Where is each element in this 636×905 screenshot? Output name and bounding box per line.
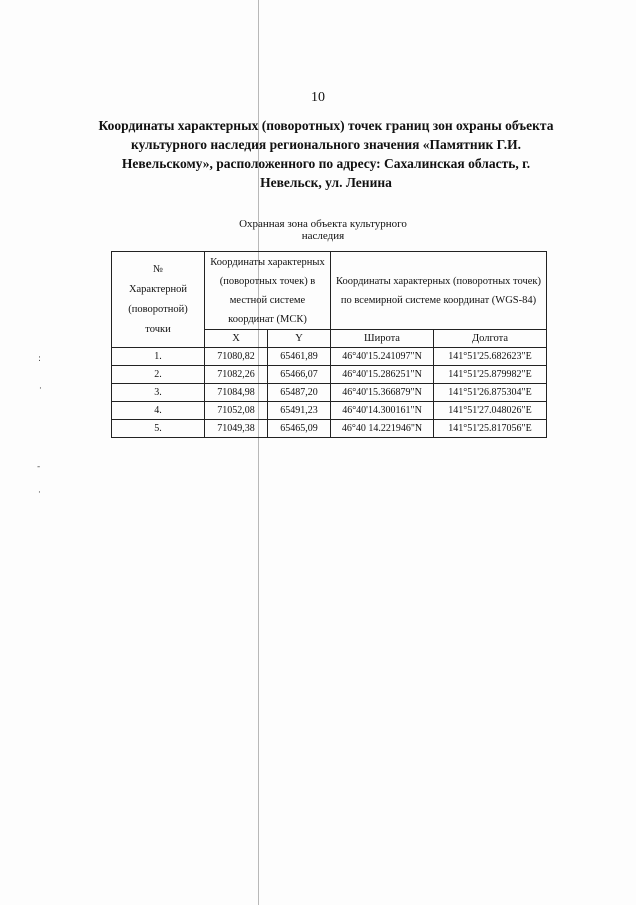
scan-speck: · — [39, 384, 42, 394]
cell-y: 65487,20 — [268, 384, 331, 402]
header-num-line-4: точки — [145, 323, 171, 335]
cell-longitude: 141°51'25.682623"E — [434, 348, 547, 366]
scan-speck: : — [38, 354, 42, 364]
table-row — [112, 366, 547, 384]
cell-latitude: 46°40'15.366879"N — [331, 384, 434, 402]
header-num-line-1: № — [152, 263, 164, 275]
header-num-line-3: (поворотной) — [128, 303, 188, 315]
header-msk: Координаты характерных (поворотных точек) в местной системе координат (МСК) — [205, 252, 331, 330]
header-point-number — [112, 252, 205, 348]
page-number: 10 — [311, 90, 325, 105]
cell-longitude: 141°51'26.875304"E — [434, 384, 547, 402]
coordinates-table — [111, 251, 547, 438]
cell-latitude: 46°40 14.221946"N — [331, 420, 434, 438]
document-title: Координаты характерных (поворотных) точек границ зон охраны объекта культурного наследия регионального значения «Памятник Г.И. Невельскому», расположенного по адресу: Сахалинская область, г. Невельск, ул. Ленина — [98, 118, 554, 190]
subheader-latitude: Широта — [331, 330, 434, 348]
table-row — [112, 348, 547, 366]
cell-longitude: 141°51'25.817056"E — [434, 420, 547, 438]
header-num-line-2: Характерной — [128, 283, 188, 295]
cell-y: 65465,09 — [268, 420, 331, 438]
cell-point-number: 1. — [112, 348, 205, 366]
scan-speck: · — [38, 488, 41, 498]
cell-point-number: 3. — [112, 384, 205, 402]
cell-latitude: 46°40'15.241097"N — [331, 348, 434, 366]
cell-x: 71052,08 — [205, 402, 268, 420]
scan-speck: - — [37, 462, 41, 472]
table-row — [112, 420, 547, 438]
subheader-y: Y — [268, 330, 331, 348]
cell-x: 71080,82 — [205, 348, 268, 366]
zone-title: Охранная зона объекта культурного наследия — [239, 218, 407, 242]
subheader-longitude: Долгота — [434, 330, 547, 348]
table-header-row — [112, 252, 547, 330]
table-row — [112, 384, 547, 402]
cell-y: 65491,23 — [268, 402, 331, 420]
cell-longitude: 141°51'27.048026"E — [434, 402, 547, 420]
cell-latitude: 46°40'14.300161"N — [331, 402, 434, 420]
cell-point-number: 2. — [112, 366, 205, 384]
cell-x: 71082,26 — [205, 366, 268, 384]
table-row — [112, 402, 547, 420]
cell-x: 71049,38 — [205, 420, 268, 438]
cell-point-number: 5. — [112, 420, 205, 438]
header-wgs: Координаты характерных (поворотных точек) по всемирной системе координат (WGS-84) — [331, 252, 547, 330]
subheader-x: X — [205, 330, 268, 348]
cell-x: 71084,98 — [205, 384, 268, 402]
cell-y: 65461,89 — [268, 348, 331, 366]
cell-longitude: 141°51'25.879982"E — [434, 366, 547, 384]
cell-point-number: 4. — [112, 402, 205, 420]
cell-y: 65466,07 — [268, 366, 331, 384]
cell-latitude: 46°40'15.286251"N — [331, 366, 434, 384]
